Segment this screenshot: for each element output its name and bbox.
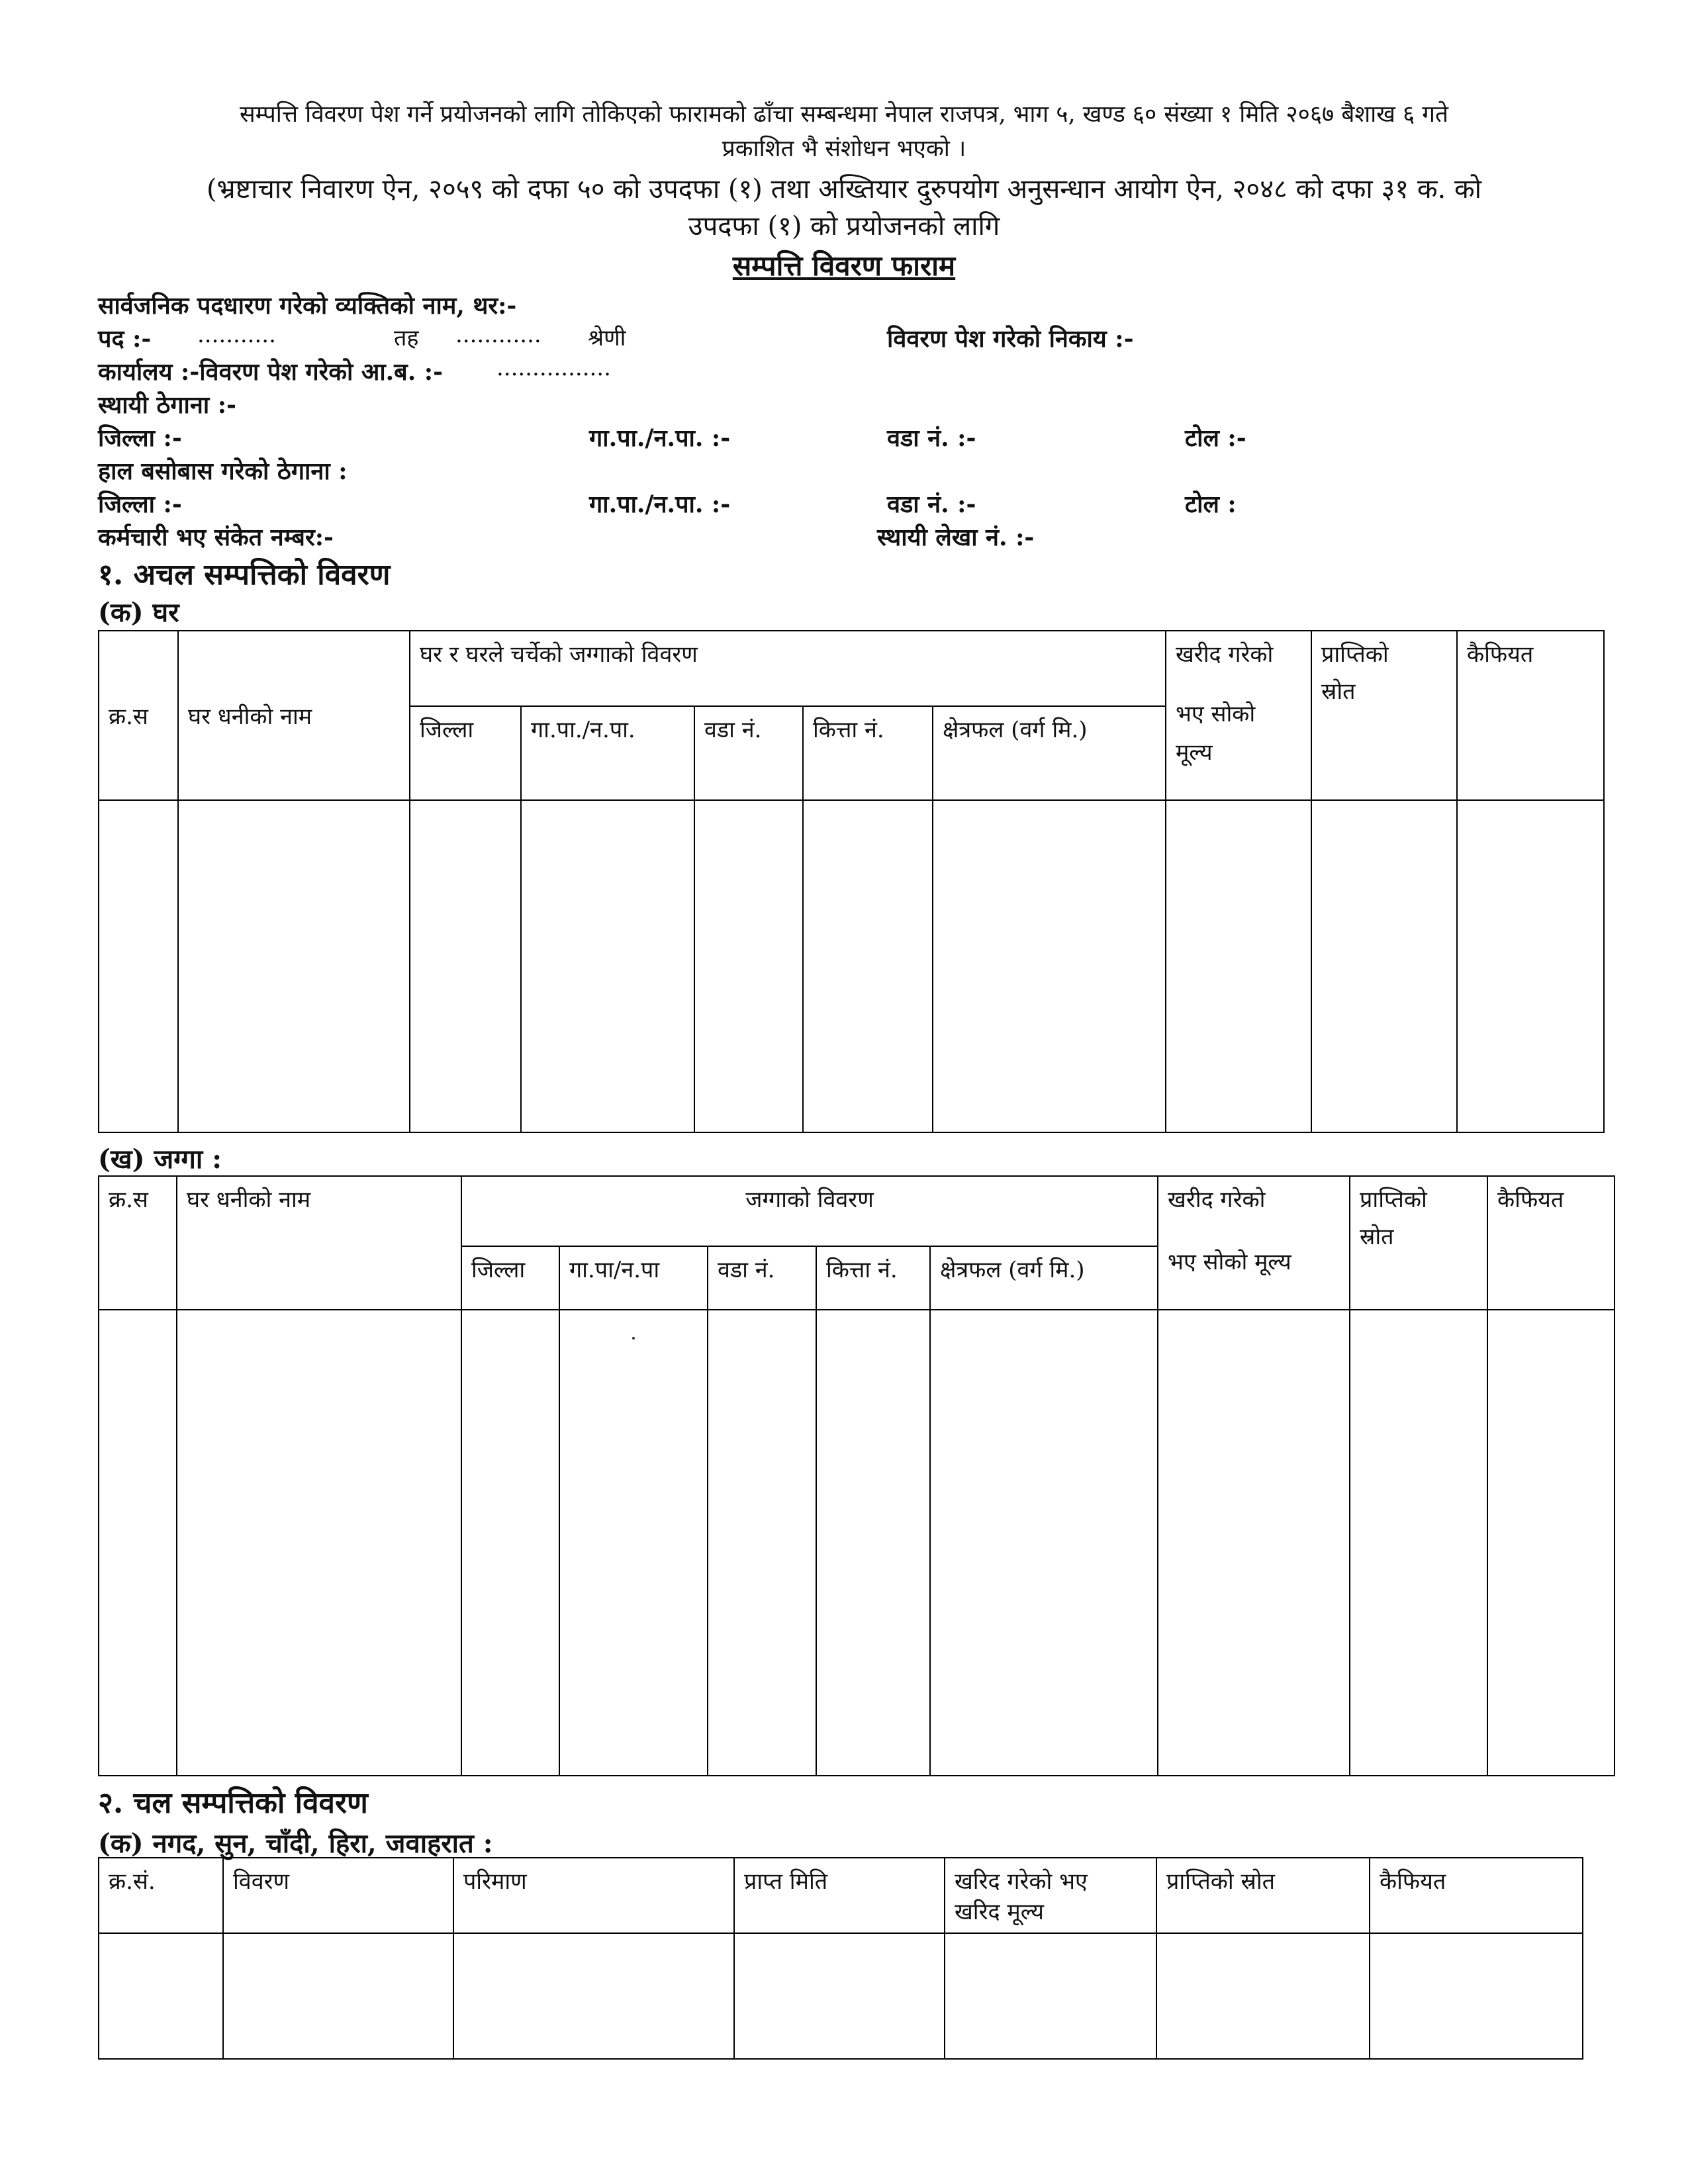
house-col-group: घर र घरले चर्चेको जग्गाको विवरण xyxy=(410,631,1166,706)
pan-number-label: स्थायी लेखा नं. :- xyxy=(877,523,1035,551)
person-name-label: सार्वजनिक पदधारण गरेको व्यक्तिको नाम, थर:- xyxy=(98,292,517,320)
house-price-line2: भए सोको xyxy=(1176,701,1256,727)
blank-cell[interactable] xyxy=(1457,800,1604,1132)
blank-cell[interactable] xyxy=(223,1933,453,2059)
current-tole-label: टोल : xyxy=(1185,490,1237,518)
blank-cell[interactable] xyxy=(178,800,410,1132)
cash-col-source: प्राप्तिको स्रोत xyxy=(1156,1858,1370,1933)
fy-dots: ................ xyxy=(496,355,611,381)
post-label: पद :- xyxy=(98,325,152,353)
land-source-line2: स्रोत xyxy=(1360,1224,1394,1250)
house-col-plot: कित्ता नं. xyxy=(803,706,933,800)
blank-cell[interactable] xyxy=(930,1310,1158,1776)
blank-cell[interactable] xyxy=(1158,1310,1350,1776)
level-dots: ............ xyxy=(455,322,541,348)
cash-price-line1: खरिद गरेको भए xyxy=(955,1868,1088,1895)
cash-col-quantity: परिमाण xyxy=(453,1858,734,1933)
land-col-ward: वडा नं. xyxy=(708,1246,816,1310)
law-reference-line2: उपदफा (१) को प्रयोजनको लागि xyxy=(688,211,1000,242)
house-col-district: जिल्ला xyxy=(410,706,521,800)
blank-cell[interactable] xyxy=(933,800,1166,1132)
permanent-address-label: स्थायी ठेगाना :- xyxy=(98,391,236,419)
land-col-source xyxy=(1350,1176,1487,1310)
employee-code-label: कर्मचारी भए संकेत नम्बर:- xyxy=(98,523,334,551)
land-col-municipality: गा.पा/न.पा xyxy=(559,1246,708,1310)
blank-cell[interactable] xyxy=(1166,800,1311,1132)
current-ward-label: वडा नं. :- xyxy=(887,490,976,518)
blank-cell[interactable] xyxy=(694,800,803,1132)
cash-table xyxy=(98,1857,1583,2060)
house-col-sn: क्र.स xyxy=(99,631,178,800)
submitting-body-label: विवरण पेश गरेको निकाय :- xyxy=(887,325,1134,353)
cash-table-blank-row xyxy=(99,1933,1583,2059)
law-reference-line1: (भ्रष्टाचार निवारण ऐन, २०५९ को दफा ५० को उपदफा (१) तथा अख्तियार दुरुपयोग अनुसन्धान आयोग ऐन, २०४८ को दफा ३१ क. को xyxy=(206,174,1482,205)
blank-cell[interactable] xyxy=(559,1310,708,1776)
gazette-note-line2: प्रकाशित भै संशोधन भएको । xyxy=(722,136,966,162)
house-subheading: (क) घर xyxy=(98,597,179,628)
land-table-blank-row xyxy=(99,1310,1615,1776)
blank-cell[interactable] xyxy=(1350,1310,1487,1776)
house-table-blank-row xyxy=(99,800,1604,1132)
form-title: सम्पत्ति विवरण फाराम xyxy=(732,250,956,282)
house-source-line1: प्राप्तिको xyxy=(1321,641,1389,668)
blank-cell[interactable] xyxy=(177,1310,461,1776)
cash-col-sn: क्र.सं. xyxy=(99,1858,223,1933)
land-col-remarks: कैफियत xyxy=(1487,1176,1615,1310)
house-col-source xyxy=(1311,631,1457,800)
house-col-owner: घर धनीको नाम xyxy=(178,631,410,800)
blank-cell[interactable] xyxy=(453,1933,734,2059)
house-table xyxy=(98,630,1605,1133)
blank-cell[interactable] xyxy=(816,1310,930,1776)
immovable-property-heading: १. अचल सम्पत्तिको विवरण xyxy=(98,558,391,592)
blank-cell[interactable] xyxy=(410,800,521,1132)
land-price-line2: भए सोको मूल्य xyxy=(1168,1249,1291,1275)
cash-col-date: प्राप्त मिति xyxy=(734,1858,945,1933)
land-col-price xyxy=(1158,1176,1350,1310)
blank-cell[interactable] xyxy=(734,1933,945,2059)
blank-cell[interactable] xyxy=(99,1310,177,1776)
land-subheading: (ख) जग्गा : xyxy=(98,1144,222,1175)
blank-cell[interactable] xyxy=(461,1310,559,1776)
blank-cell[interactable] xyxy=(1370,1933,1583,2059)
current-address-label: हाल बसोबास गरेको ठेगाना : xyxy=(98,457,348,485)
house-col-remarks: कैफियत xyxy=(1457,631,1604,800)
current-municipality-label: गा.पा./न.पा. :- xyxy=(589,490,731,518)
land-col-district: जिल्ला xyxy=(461,1246,559,1310)
house-price-line3: मूल्य xyxy=(1176,739,1213,766)
blank-cell[interactable] xyxy=(1487,1310,1615,1776)
movable-property-heading: २. चल सम्पत्तिको विवरण xyxy=(98,1786,368,1820)
current-district-label: जिल्ला :- xyxy=(98,490,182,518)
permanent-tole-label: टोल :- xyxy=(1185,424,1246,452)
cash-price-line2: खरिद मूल्य xyxy=(955,1899,1044,1925)
post-dots: ........... xyxy=(197,322,276,348)
cash-col-remarks: कैफियत xyxy=(1370,1858,1583,1933)
land-col-area: क्षेत्रफल (वर्ग मि.) xyxy=(930,1246,1158,1310)
office-fy-label: कार्यालय :-विवरण पेश गरेको आ.ब. :- xyxy=(98,358,444,386)
cash-gold-subheading: (क) नगद, सुन, चाँदी, हिरा, जवाहरात : xyxy=(98,1828,493,1859)
blank-cell[interactable] xyxy=(99,1933,223,2059)
land-col-sn: क्र.स xyxy=(99,1176,177,1310)
blank-cell[interactable] xyxy=(521,800,694,1132)
house-col-municipality: गा.पा./न.पा. xyxy=(521,706,694,800)
blank-cell[interactable] xyxy=(99,800,178,1132)
land-price-line1: खरीद गरेको xyxy=(1168,1187,1266,1213)
land-table xyxy=(98,1175,1615,1776)
cash-col-description: विवरण xyxy=(223,1858,453,1933)
house-col-ward: वडा नं. xyxy=(694,706,803,800)
land-col-plot: कित्ता नं. xyxy=(816,1246,930,1310)
house-price-line1: खरीद गरेको xyxy=(1176,641,1274,668)
category-label: श्रेणी xyxy=(588,325,626,351)
land-col-group: जग्गाको विवरण xyxy=(461,1176,1158,1246)
land-col-owner: घर धनीको नाम xyxy=(177,1176,461,1310)
blank-cell[interactable] xyxy=(803,800,933,1132)
stray-dot xyxy=(632,1337,635,1340)
gazette-note-line1: सम्पत्ति विवरण पेश गर्ने प्रयोजनको लागि तोकिएको फारामको ढाँचा सम्बन्धमा नेपाल राजपत्र, भाग ५, खण्ड ६० संख्या १ मिति २०६७ बैशाख ६ गते xyxy=(240,101,1448,128)
permanent-district-label: जिल्ला :- xyxy=(98,424,182,452)
blank-cell[interactable] xyxy=(1311,800,1457,1132)
permanent-municipality-label: गा.पा./न.पा. :- xyxy=(589,424,731,452)
permanent-ward-label: वडा नं. :- xyxy=(887,424,976,452)
house-col-area: क्षेत्रफल (वर्ग मि.) xyxy=(933,706,1166,800)
level-label: तह xyxy=(394,325,419,351)
blank-cell[interactable] xyxy=(1156,1933,1370,2059)
house-col-price xyxy=(1166,631,1311,800)
blank-cell[interactable] xyxy=(708,1310,816,1776)
blank-cell[interactable] xyxy=(945,1933,1156,2059)
cash-col-price xyxy=(945,1858,1156,1933)
land-source-line1: प्राप्तिको xyxy=(1360,1187,1427,1213)
house-source-line2: स्रोत xyxy=(1321,678,1356,705)
